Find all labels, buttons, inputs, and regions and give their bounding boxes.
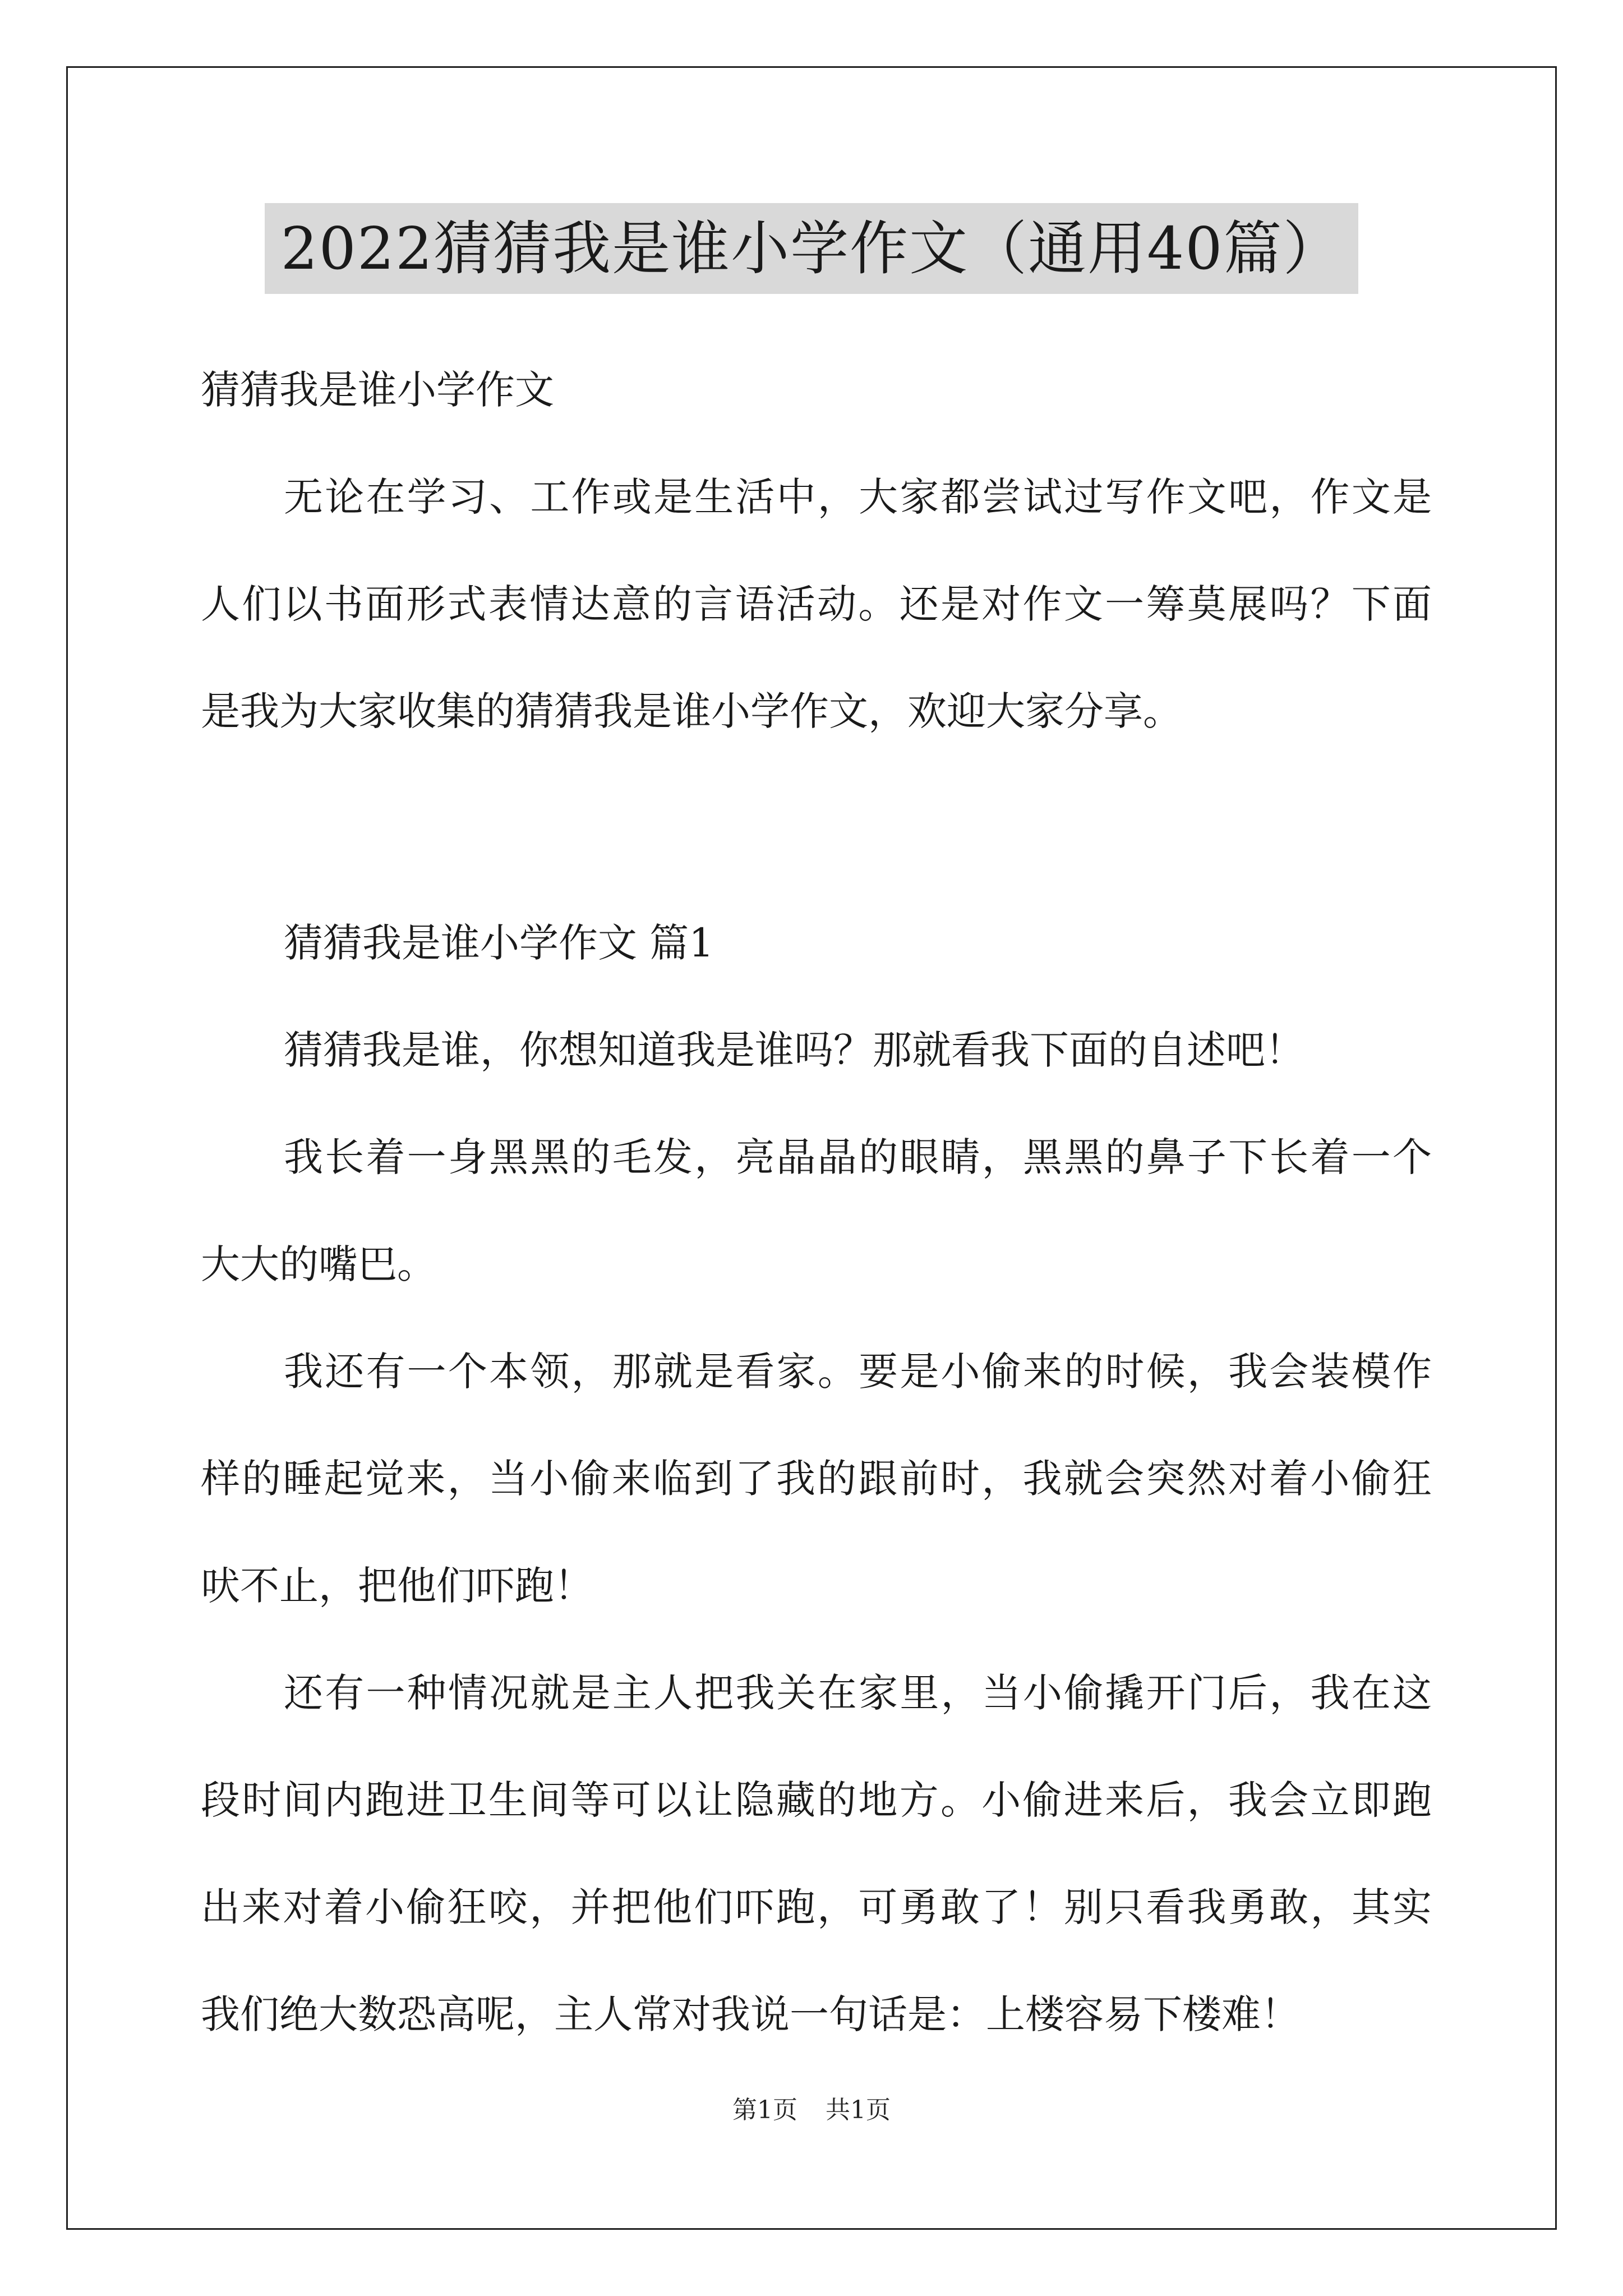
paragraph-line: 样的睡起觉来，当小偷来临到了我的跟前时，我就会突然对着小偷狂 — [201, 1456, 1432, 1502]
document-title: 2022猜猜我是谁小学作文（通用40篇） — [265, 203, 1358, 294]
paragraph-line: 猜猜我是谁小学作文 — [201, 367, 554, 413]
paragraph-line: 我长着一身黑黑的毛发，亮晶晶的眼睛，黑黑的鼻子下长着一个 — [284, 1134, 1432, 1180]
paragraph-line: 还有一种情况就是主人把我关在家里，当小偷撬开门后，我在这 — [284, 1670, 1432, 1716]
page-footer — [0, 2093, 1623, 2127]
section-spacer — [201, 765, 1432, 890]
paragraph-line: 猜猜我是谁，你想知道我是谁吗？那就看我下面的自述吧！ — [284, 1027, 1304, 1073]
paragraph-line: 人们以书面形式表情达意的言语活动。还是对作文一筹莫展吗？下面 — [201, 581, 1432, 627]
paragraph-line: 猜猜我是谁小学作文 篇1 — [284, 920, 714, 966]
paragraph-line: 出来对着小偷狂咬，并把他们吓跑，可勇敢了！别只看我勇敢，其实 — [201, 1884, 1432, 1930]
paragraph-line: 大大的嘴巴。 — [201, 1241, 436, 1287]
title-container — [0, 203, 1623, 294]
paragraph-line: 我还有一个本领，那就是看家。要是小偷来的时候，我会装模作 — [284, 1349, 1432, 1395]
page-number: 第1页 — [732, 2096, 797, 2124]
paragraph-line: 我们绝大数恐高呢，主人常对我说一句话是：上楼容易下楼难！ — [201, 1991, 1300, 2037]
paragraph-line: 是我为大家收集的猜猜我是谁小学作文，欢迎大家分享。 — [201, 688, 1182, 734]
paragraph-line: 段时间内跑进卫生间等可以让隐藏的地方。小偷进来后，我会立即跑 — [201, 1777, 1432, 1823]
document-body — [201, 337, 1432, 2068]
page-total: 共1页 — [826, 2096, 891, 2124]
paragraph-line: 吠不止，把他们吓跑！ — [201, 1563, 593, 1609]
paragraph-line: 无论在学习、工作或是生活中，大家都尝试过写作文吧，作文是 — [284, 474, 1432, 520]
